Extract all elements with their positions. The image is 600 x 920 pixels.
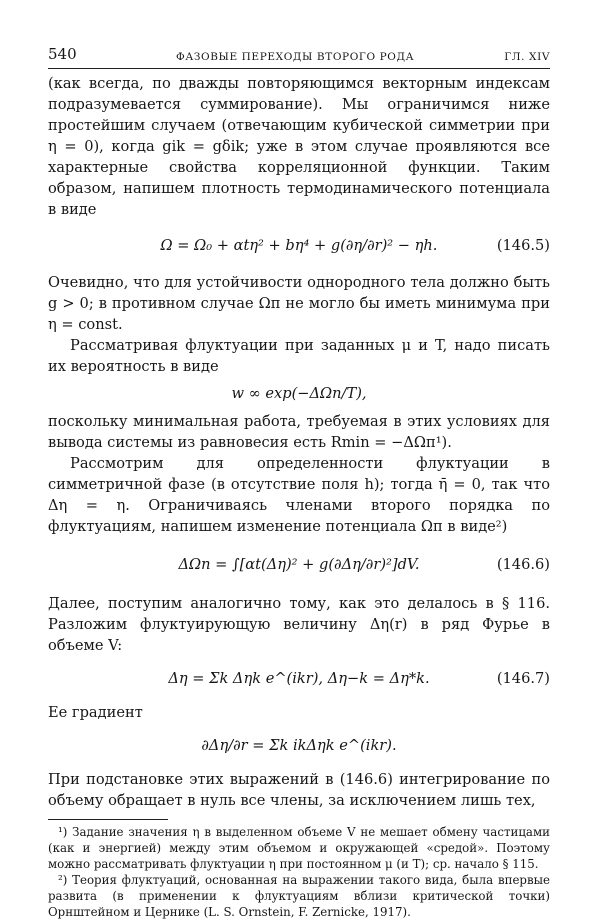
equation-gradient-body: ∂Δη/∂r = Σk ikΔηk e^(ikr). [201, 737, 397, 754]
paragraph-2: Очевидно, что для устойчивости однородного тела должно быть g > 0; в противном случае Ωп не могло бы иметь минимума при η = const. [48, 274, 550, 333]
paragraph-3: Рассматривая флуктуации при заданных μ и T, надо писать их вероятность в виде [48, 337, 550, 375]
equation-146-6-number: (146.6) [496, 556, 550, 573]
header-rule [48, 68, 550, 69]
paragraph-4: поскольку минимальная работа, требуемая в этих условиях для вывода системы из равновесия есть Rmin = −ΔΩп¹). [48, 413, 550, 451]
page-header [48, 40, 550, 64]
equation-146-5 [48, 220, 550, 272]
equation-146-5-body: Ω = Ω₀ + αtη² + bη⁴ + g(∂η/∂r)² − ηh. [160, 237, 438, 254]
equation-146-5-number: (146.5) [496, 237, 550, 254]
running-title: ФАЗОВЫЕ ПЕРЕХОДЫ ВТОРОГО РОДА [176, 51, 415, 63]
equation-146-6-body: ΔΩп = ∫[αt(Δη)² + g(∂Δη/∂r)²]dV. [178, 556, 420, 573]
chapter-label: ГЛ. XIV [504, 51, 550, 63]
equation-probability-body: w ∞ exp(−ΔΩп/T), [231, 385, 367, 402]
equation-146-7 [48, 656, 550, 702]
equation-146-6 [48, 537, 550, 593]
paragraph-6: Далее, поступим аналогично тому, как это делалось в § 116. Разложим флуктуирующую величину Δη(r) в ряд Фурье в объеме V: [48, 595, 550, 654]
footnote-2: ²) Теория флуктуаций, основанная на выражении такого вида, была впервые развита (в применении к флуктуациям вблизи критической точки) Орнштейном и Цернике (L. S. Ornstein, F. Zernicke, 1917). [48, 873, 550, 919]
footnote-rule [48, 819, 168, 820]
footnote-1: ¹) Задание значения η в выделенном объеме V не мешает обмену частицами (как и энергией) между этим объемом и окружающей «средой». Поэтому можно рассматривать флуктуации η при постоянном μ (и T); ср. начало § 115. [48, 825, 550, 871]
equation-146-7-body: Δη = Σk Δηk e^(ikr), Δη−k = Δη*k. [168, 670, 430, 687]
paragraph-5: Рассмотрим для определенности флуктуации в симметричной фазе (в отсутствие поля h); тогда η̄ = 0, так что Δη = η. Ограничиваясь членами второго порядка по флуктуациям, напишем изменение потенциала Ωп в виде²) [48, 455, 550, 535]
equation-probability [48, 377, 550, 411]
equation-146-7-number: (146.7) [496, 670, 550, 687]
paragraph-7: Ее градиент [48, 704, 143, 721]
paragraph-1: (как всегда, по дважды повторяющимся векторным индексам подразумевается суммирование). Мы ограничимся ниже простейшим случаем (отвечающим кубической симметрии при η = 0), когда gik = gδik; уже в этом случае проявляются все характерные свойства корреляционной функции. Таким образом, напишем плотность термодинамического потенциала в виде [48, 75, 550, 218]
paragraph-8: При подстановке этих выражений в (146.6) интегрирование по объему обращает в нуль все члены, за исключением лишь тех, [48, 771, 550, 809]
equation-gradient [48, 723, 550, 769]
page-number: 540 [48, 45, 77, 63]
